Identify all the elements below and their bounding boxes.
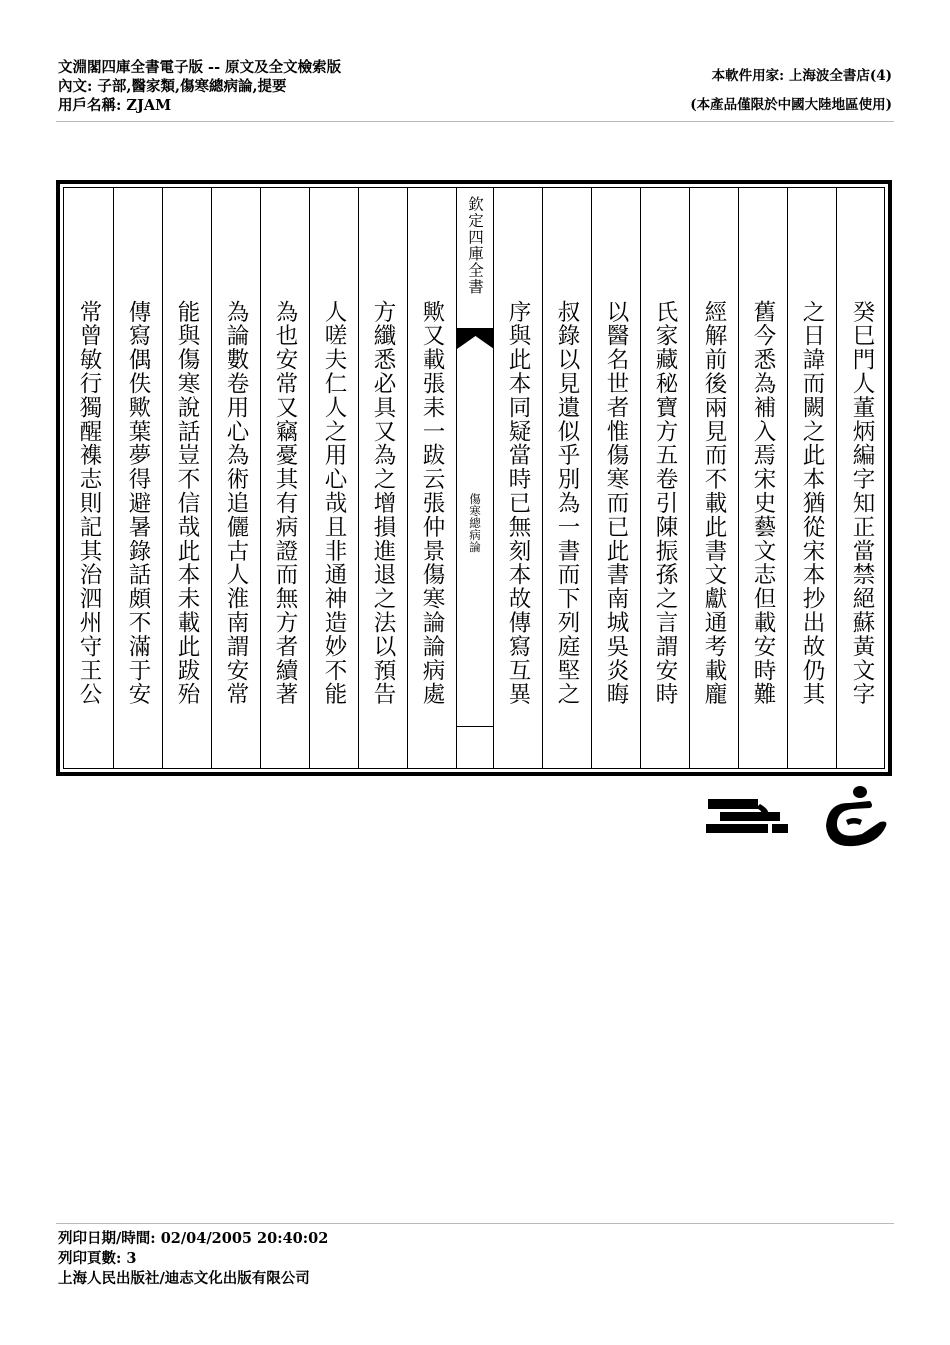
text-column: 之日諱而闕之此本猶從宋本抄出故仍其: [787, 188, 836, 768]
header-title: 文淵閣四庫全書電子版 -- 原文及全文檢索版: [58, 59, 342, 76]
spine-book-title: 傷寒總病論: [468, 493, 482, 553]
header-licensee: 本軟件用家: 上海波全書店(4): [711, 68, 892, 84]
text-column: 舊今悉為補入焉宋史藝文志但載安時難: [738, 188, 787, 768]
text-column: 經解前後兩見而不載此書文獻通考載龐: [689, 188, 738, 768]
spine-divider: [457, 726, 493, 727]
print-page-count: 列印頁數: 3: [58, 1250, 137, 1267]
fish-tail-mark-icon: [457, 328, 494, 350]
text-column: 以醫名世者惟傷寒而已此書南城吳炎晦: [591, 188, 640, 768]
text-column: 能與傷寒說話豈不信哉此本未載此跋殆: [162, 188, 211, 768]
text-column: 為也安常又竊憂其有病證而無方者續著: [260, 188, 309, 768]
text-column: 方纖悉必具又為之增損進退之法以預告: [358, 188, 407, 768]
publisher-credit: 上海人民出版社/迪志文化出版有限公司: [58, 1270, 310, 1287]
text-frame: [56, 180, 892, 776]
text-column: 為論數卷用心為術追儷古人淮南謂安常: [211, 188, 260, 768]
spine-collection-title: 欽定四庫全書: [466, 196, 484, 295]
text-column: 傳寫偶佚歟葉夢得避暑錄話頗不滿于安: [113, 188, 162, 768]
header-divider: [56, 121, 894, 122]
header-user-name: 用戶名稱: ZJAM: [58, 97, 172, 114]
text-column: 氏家藏秘寶方五卷引陳振孫之言謂安時: [640, 188, 689, 768]
spine-column: [456, 188, 493, 768]
header-region-note: (本產品僅限於中國大陸地區使用): [690, 97, 892, 113]
text-column: 序與此本同疑當時已無刻本故傳寫互異: [493, 188, 542, 768]
text-column: 癸巳門人董炳編字知正當禁絕蘇黃文字: [836, 188, 886, 768]
footer: [58, 1229, 328, 1289]
text-column: 叔錄以見遺似乎別為一書而下列庭堅之: [542, 188, 591, 768]
text-column: 常曾敏行獨醒襍志則記其治泗州守王公: [76, 300, 102, 707]
publisher-logo-icon: [702, 782, 892, 852]
header-content-path: 內文: 子部,醫家類,傷寒總病論,提要: [58, 78, 287, 95]
footer-divider: [56, 1223, 894, 1224]
header-right: [690, 62, 892, 120]
text-grid: [63, 187, 885, 769]
text-column: 歟又載張耒一跋云張仲景傷寒論論病處: [407, 188, 456, 768]
print-datetime: 列印日期/時間: 02/04/2005 20:40:02: [58, 1230, 329, 1247]
header-left: [58, 58, 341, 115]
text-column: 人嗟夫仁人之用心哉且非通神造妙不能: [309, 188, 358, 768]
